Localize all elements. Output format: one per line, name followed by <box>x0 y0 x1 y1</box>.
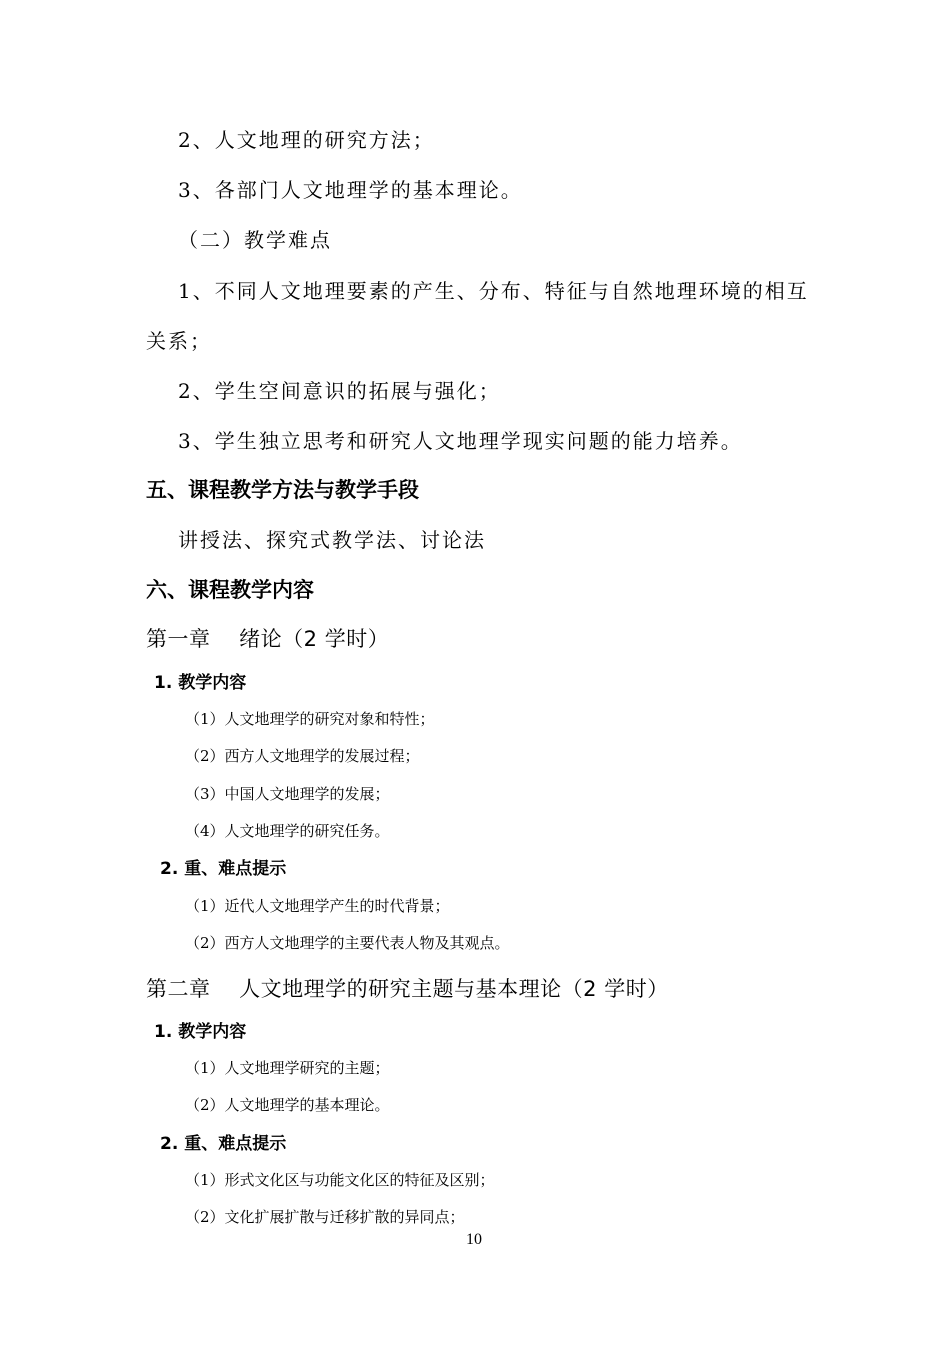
chapter-2-content-heading: 1. 教学内容 <box>154 1022 247 1042</box>
chapter-1-content-heading: 1. 教学内容 <box>154 673 247 693</box>
chapter-1-content-item: （1）人文地理学的研究对象和特性； <box>185 710 435 728</box>
chapter-2-content-item: （1）人文地理学研究的主题； <box>185 1059 390 1077</box>
section-6-heading: 六、课程教学内容 <box>146 578 314 602</box>
chapter-1-content-item: （4）人文地理学的研究任务。 <box>185 822 390 840</box>
page-number: 10 <box>466 1231 482 1248</box>
chapter-1-content-item: （2）西方人文地理学的发展过程； <box>185 747 420 765</box>
chapter-2-difficulty-item: （1）形式文化区与功能文化区的特征及区别； <box>185 1171 495 1189</box>
difficulties-heading: （二）教学难点 <box>178 228 332 252</box>
difficulty-item-3: 3、学生独立思考和研究人文地理学现实问题的能力培养。 <box>178 429 743 453</box>
chapter-2-content-item: （2）人文地理学的基本理论。 <box>185 1096 390 1114</box>
chapter-1-content-item: （3）中国人文地理学的发展； <box>185 785 390 803</box>
difficulty-item-1-line2: 关系； <box>146 329 212 353</box>
difficulty-item-1-line1: 1、不同人文地理要素的产生、分布、特征与自然地理环境的相互 <box>178 279 809 303</box>
chapter-2-difficulty-heading: 2. 重、难点提示 <box>160 1134 287 1154</box>
difficulty-item-2: 2、学生空间意识的拓展与强化； <box>178 379 501 403</box>
key-point-item-2: 2、人文地理的研究方法； <box>178 128 435 152</box>
teaching-methods-text: 讲授法、探究式教学法、讨论法 <box>178 528 486 552</box>
chapter-2-difficulty-item: （2）文化扩展扩散与迁移扩散的异同点； <box>185 1208 465 1226</box>
chapter-1-difficulty-heading: 2. 重、难点提示 <box>160 859 287 879</box>
chapter-2-title: 第二章 人文地理学的研究主题与基本理论（2 学时） <box>146 977 669 1001</box>
chapter-1-difficulty-item: （2）西方人文地理学的主要代表人物及其观点。 <box>185 934 510 952</box>
chapter-1-difficulty-item: （1）近代人文地理学产生的时代背景； <box>185 897 450 915</box>
chapter-1-title: 第一章 绪论（2 学时） <box>146 627 390 651</box>
key-point-item-3: 3、各部门人文地理学的基本理论。 <box>178 178 523 202</box>
section-5-heading: 五、课程教学方法与教学手段 <box>146 478 419 502</box>
